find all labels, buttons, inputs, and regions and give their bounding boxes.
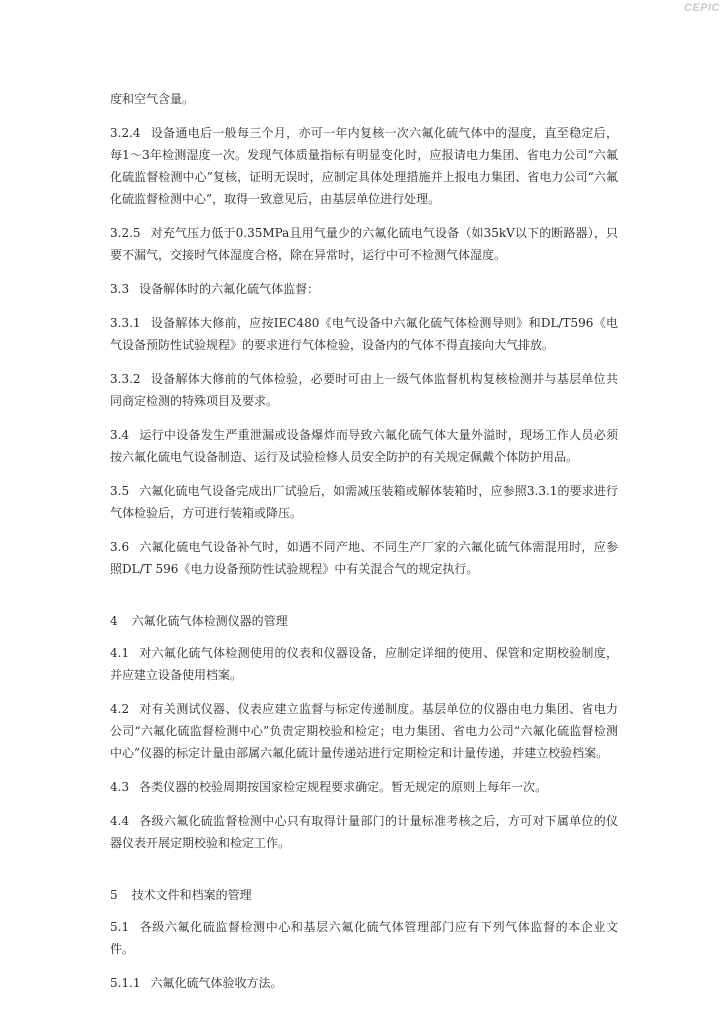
clause-5-1-1 (110, 972, 618, 994)
clause-number: 4.1 (110, 646, 130, 660)
clause-text: 设备解体大修前，应按IEC480《电气设备中六氟化硫气体检测导则》和DL/T596《电气设备预防性试验规程》的要求进行气体检验，设备内的气体不得直接向大气排放。 (110, 316, 618, 352)
clause-number: 5.1.1 (110, 976, 141, 990)
clause-number: 4.2 (110, 702, 130, 716)
clause-text: 对六氟化硫气体检测使用的仪表和仪器设备，应制定详细的使用、保管和定期校验制度，并应建立设备使用档案。 (110, 646, 618, 682)
section-5-heading (110, 884, 618, 906)
clause-4-3 (110, 776, 618, 798)
clause-number: 3.3.1 (110, 316, 141, 330)
clause-3-5 (110, 480, 618, 524)
clause-text: 对有关测试仪器、仪表应建立监督与标定传递制度。基层单位的仪器由电力集团、省电力公司“六氟化硫监督检测中心”负责定期校验和检定；电力集团、省电力公司“六氟化硫监督检测中心”仪器的标定计量由部属六氟化硫计量传递站进行定期检定和计量传递，并建立校验档案。 (110, 702, 618, 760)
section-title: 六氟化硫气体检测仪器的管理 (131, 614, 288, 628)
clause-4-2 (110, 698, 618, 764)
clause-text: 设备解体时的六氟化硫气体监督： (139, 282, 320, 296)
clause-text: 六氟化硫电气设备完成出厂试验后，如需减压装箱或解体装箱时，应参照3.3.1的要求进行气体检验后，方可进行装箱或降压。 (110, 484, 618, 520)
clause-text: 对充气压力低于0.35MPa且用气量少的六氟化硫电气设备（如35kV以下的断路器），只要不漏气，交接时气体湿度合格，除在异常时，运行中可不检测气体湿度。 (110, 226, 618, 262)
clause-text: 设备解体大修前的气体检验，必要时可由上一级气体监督机构复核检测并与基层单位共同商定检测的特殊项目及要求。 (110, 372, 618, 408)
clause-3-2-4 (110, 122, 618, 210)
clause-text: 六氟化硫气体验收方法。 (150, 976, 283, 990)
clause-number: 4.3 (110, 780, 130, 794)
clause-number: 5.1 (110, 920, 130, 934)
clause-text: 六氟化硫电气设备补气时，如遇不同产地、不同生产厂家的六氟化硫气体需混用时，应参照DL/T 596《电力设备预防性试验规程》中有关混合气的规定执行。 (110, 540, 618, 576)
clause-number: 4.4 (110, 814, 130, 828)
clause-3-4 (110, 424, 618, 468)
paragraph-continuation: 度和空气含量。 (110, 92, 195, 106)
clause-number: 3.2.5 (110, 226, 141, 240)
clause-3-3-2 (110, 368, 618, 412)
clause-3-6 (110, 536, 618, 580)
clause-3-3 (110, 278, 618, 300)
watermark-logo: CEPIC (683, 2, 720, 14)
clause-text: 各级六氟化硫监督检测中心只有取得计量部门的计量标准考核之后，方可对下属单位的仪器仪表开展定期校验和检定工作。 (110, 814, 618, 850)
clause-3-2-5 (110, 222, 618, 266)
clause-3-3-1 (110, 312, 618, 356)
section-number: 5 (110, 888, 118, 902)
clause-number: 3.3 (110, 282, 130, 296)
clause-text: 各级六氟化硫监督检测中心和基层六氟化硫气体管理部门应有下列气体监督的本企业文件。 (110, 920, 618, 956)
section-title: 技术文件和档案的管理 (131, 888, 252, 902)
clause-number: 3.2.4 (110, 126, 141, 140)
clause-text: 运行中设备发生严重泄漏或设备爆炸而导致六氟化硫气体大量外溢时，现场工作人员必须按六氟化硫电气设备制造、运行及试验检修人员安全防护的有关规定佩戴个体防护用品。 (110, 428, 618, 464)
clause-number: 3.5 (110, 484, 130, 498)
document-body (110, 88, 618, 1006)
clause-text: 设备通电后一般每三个月，亦可一年内复核一次六氟化硫气体中的湿度，直至稳定后，每1～3年检测湿度一次。发现气体质量指标有明显变化时，应报请电力集团、省电力公司“六氟化硫监督检测中心”复核，证明无误时，应制定具体处理措施并上报电力集团、省电力公司“六氟化硫监督检测中心”，取得一致意见后，由基层单位进行处理。 (110, 126, 618, 206)
clause-5-1 (110, 916, 618, 960)
clause-number: 3.4 (110, 428, 130, 442)
clause-text: 各类仪器的校验周期按国家检定规程要求确定。暂无规定的原则上每年一次。 (139, 780, 548, 794)
section-4-heading (110, 610, 618, 632)
section-number: 4 (110, 614, 118, 628)
clause-4-1 (110, 642, 618, 686)
clause-4-4 (110, 810, 618, 854)
clause-number: 3.3.2 (110, 372, 141, 386)
clause-number: 3.6 (110, 540, 130, 554)
